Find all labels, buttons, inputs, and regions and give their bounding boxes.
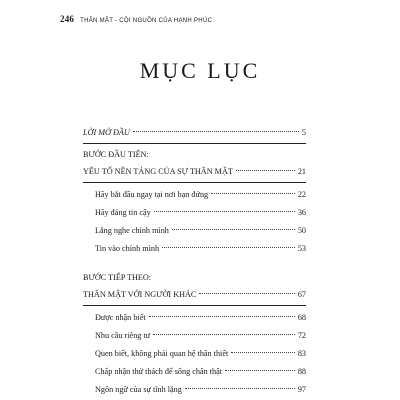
toc-entry bbox=[83, 327, 306, 345]
toc-page: 88 bbox=[297, 367, 306, 376]
page-title: MỤC LỤC bbox=[139, 58, 261, 83]
toc-page: 72 bbox=[297, 331, 306, 340]
dot-leader bbox=[225, 370, 295, 371]
toc-entry bbox=[83, 381, 306, 399]
dot-leader bbox=[149, 316, 295, 317]
dot-leader bbox=[185, 388, 295, 389]
dot-leader bbox=[199, 293, 294, 294]
toc-entry bbox=[83, 186, 306, 204]
book-title: THÂN MẬT - CỘI NGUỒN CỦA HẠNH PHÚC bbox=[80, 18, 213, 24]
section-divider bbox=[83, 143, 306, 144]
dot-leader bbox=[211, 193, 295, 194]
dot-leader bbox=[172, 229, 295, 230]
toc-entry bbox=[83, 309, 306, 327]
spacer bbox=[83, 258, 306, 270]
toc-page: 50 bbox=[297, 226, 306, 235]
page-number: 246 bbox=[60, 14, 75, 24]
dot-leader bbox=[133, 131, 299, 132]
section-divider bbox=[83, 182, 306, 183]
toc-label: Được nhận biết bbox=[95, 313, 146, 322]
toc-label: LỜI MỞ ĐẦU bbox=[83, 128, 130, 137]
toc-label: Hãy bắt đầu ngay tại nơi bạn đứng bbox=[95, 190, 209, 199]
dot-leader bbox=[231, 352, 295, 353]
toc-entry bbox=[83, 222, 306, 240]
toc-entry-chapter bbox=[83, 163, 306, 181]
toc-page: 97 bbox=[297, 385, 306, 394]
dot-leader bbox=[162, 247, 295, 248]
section-heading: BƯỚC TIẾP THEO: bbox=[83, 273, 152, 282]
toc-entry bbox=[83, 363, 306, 381]
toc-label: THÂN MẬT VỚI NGƯỜI KHÁC bbox=[83, 290, 197, 299]
toc-page: 22 bbox=[297, 190, 306, 199]
toc-label: Ngôn ngữ của sự tĩnh lặng bbox=[95, 385, 182, 394]
toc-entry bbox=[83, 240, 306, 258]
table-of-contents bbox=[83, 124, 306, 399]
toc-page: 83 bbox=[297, 349, 306, 358]
toc-label: Nhu cầu riêng tư bbox=[95, 331, 151, 340]
toc-entry-chapter bbox=[83, 286, 306, 304]
toc-label: Tin vào chính mình bbox=[95, 244, 160, 253]
section-divider bbox=[83, 305, 306, 306]
toc-label: Hãy đáng tin cậy bbox=[95, 208, 151, 217]
running-header bbox=[60, 14, 212, 24]
toc-entry bbox=[83, 204, 306, 222]
toc-label: Lắng nghe chính mình bbox=[95, 226, 169, 235]
section-heading: BƯỚC ĐẦU TIÊN: bbox=[83, 150, 149, 159]
dot-leader bbox=[236, 170, 295, 171]
toc-page: 21 bbox=[297, 167, 306, 176]
toc-entry bbox=[83, 345, 306, 363]
toc-label: YẾU TỐ NỀN TẢNG CỦA SỰ THÂN MẬT bbox=[83, 167, 233, 176]
toc-page: 53 bbox=[297, 244, 306, 253]
toc-page: 5 bbox=[301, 128, 306, 137]
dot-leader bbox=[154, 211, 295, 212]
dot-leader bbox=[153, 334, 295, 335]
toc-label: Quen biết, không phải quan hệ thân thiết bbox=[95, 349, 229, 358]
toc-label: Chấp nhận thử thách để sống chân thật bbox=[95, 367, 222, 376]
toc-page: 67 bbox=[297, 290, 306, 299]
toc-page: 68 bbox=[297, 313, 306, 322]
toc-entry-preface bbox=[83, 124, 306, 142]
toc-page: 36 bbox=[297, 208, 306, 217]
